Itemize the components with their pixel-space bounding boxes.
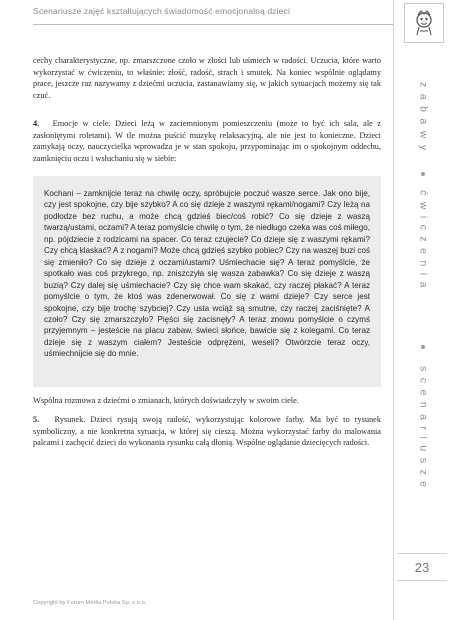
quote-text: Kochani – zamknijcie teraz na chwilę oczy, spróbujcie poczuć wasze serce. Jak ono bije, czy jest spokojne, czy bije szybko? A co się dzieje z waszymi rękami/nogami? Czy leżą na podłodze bez ruchu, a może chcą gdzieś biec/coś robić? Co się dzieje z waszą twarzą/ustami, oczami? A teraz pomyślcie chwilę o tym, że niedługo czeka was coś miłego, np. pójdziecie z rodzicami na spacer. Co teraz czujecie? Co dzieje się z waszymi rękami? Czy chcą klaskać? A z nogami? Może chcą gdzieś szybko pobiec? Czy na waszej buzi coś się zmieniło? Co się dzieje z oczami/ustami? Uśmiechacie się? A teraz pomyślcie, że spotkało was coś przykrego, np. zniszczyła się wasza zabawka? Co się dzieje z waszą buzią? Czy dalej się uśmiechacie? Czy się chce wam skakać, czy raczej płakać? A teraz pomyślcie o tym, że ktoś was zdenerwował. Co się z wami dzieje? Czy serce jest spokojne, czy bije trochę szybciej? Czy usta wciąż są smutne, czy raczej zaciśnięte? A czoło? Czy się zmarszczyło? Pięści się zacisnęły? A teraz znowu pomyślcie o czymś przyjemnym – jesteście na placu zabaw, świeci słońce, bawicie się z kolegami. Co teraz dzieje się z waszym ciałem? Jesteście odprężeni, weseli? Otwórzcie teraz oczy, uśmiechnijcie się do mnie. xyxy=(44,189,370,359)
item-4 xyxy=(33,118,381,164)
after-quote-paragraph xyxy=(33,395,381,407)
intro-text: cechy charakterystyczne, np. zmarszczone czoło w złości lub uśmiech w radości. Uczucia, które warto wykorzystać w ćwiczeniu, to właśnie: złość, radość, strach i smutek. Na koniec wspólnie oglądamy prace, jeszcze raz nazywamy z dziećmi uczucia, zastanawiamy się, w jakich sytuacjach możemy się tak czuć. xyxy=(33,56,381,100)
quote-box xyxy=(33,176,381,387)
logo-mascot-icon xyxy=(404,3,444,43)
item-5-text: Rysunek. Dzieci rysują swoją radość, wykorzystując kolorowe farby. Ma być to rysunek symboliczny, a nie konkretna sytuacja, w której się cieszą. Można wykorzystać farby do malowania palcami i zachęcić dzieci do wykonania rysunku całą dłonią. Wspólne oglądanie dziecięcych radości. xyxy=(33,415,381,448)
sidebar-separator-dot xyxy=(421,345,425,349)
footer-copyright: Copyright by Forum Media Polska Sp. z o.o. xyxy=(33,600,147,606)
page-number: 23 xyxy=(414,559,430,575)
header-divider xyxy=(33,24,393,25)
sidebar-separator-dot xyxy=(421,172,425,176)
item-4-text: Emocje w ciele. Dzieci leżą w zaciemnionym pomieszczeniu (może to być ich sala, ale z zasłoniętymi roletami). W tle można puścić muzykę relaksacyjną, ale nie jest to konieczne. Dzieci zamykają oczy, nauczycielka wprowadza je w stan spokoju, przypominając im o spokojnym oddechu, zamknięciu oczu i wsłuchaniu się w siebie: xyxy=(33,119,381,163)
intro-paragraph xyxy=(33,55,381,101)
running-header: Scenariusze zajęć kształtujących świadomość emocjonalną dzieci xyxy=(33,6,290,16)
item-5 xyxy=(33,414,381,449)
sidebar-word-cwiczenia: ćwiczenia xyxy=(417,190,430,295)
after-quote-text: Wspólna rozmowa z dziećmi o zmianach, których doświadczyły w swoim ciele. xyxy=(33,396,299,405)
sidebar-divider xyxy=(393,0,394,620)
sidebar-word-zabawy: zabawy xyxy=(417,82,430,157)
sidebar-word-scenariusze: scenariusze xyxy=(417,366,430,494)
item-4-number: 4. xyxy=(33,119,40,128)
item-5-number: 5. xyxy=(33,415,40,424)
page-number-box xyxy=(397,553,447,581)
